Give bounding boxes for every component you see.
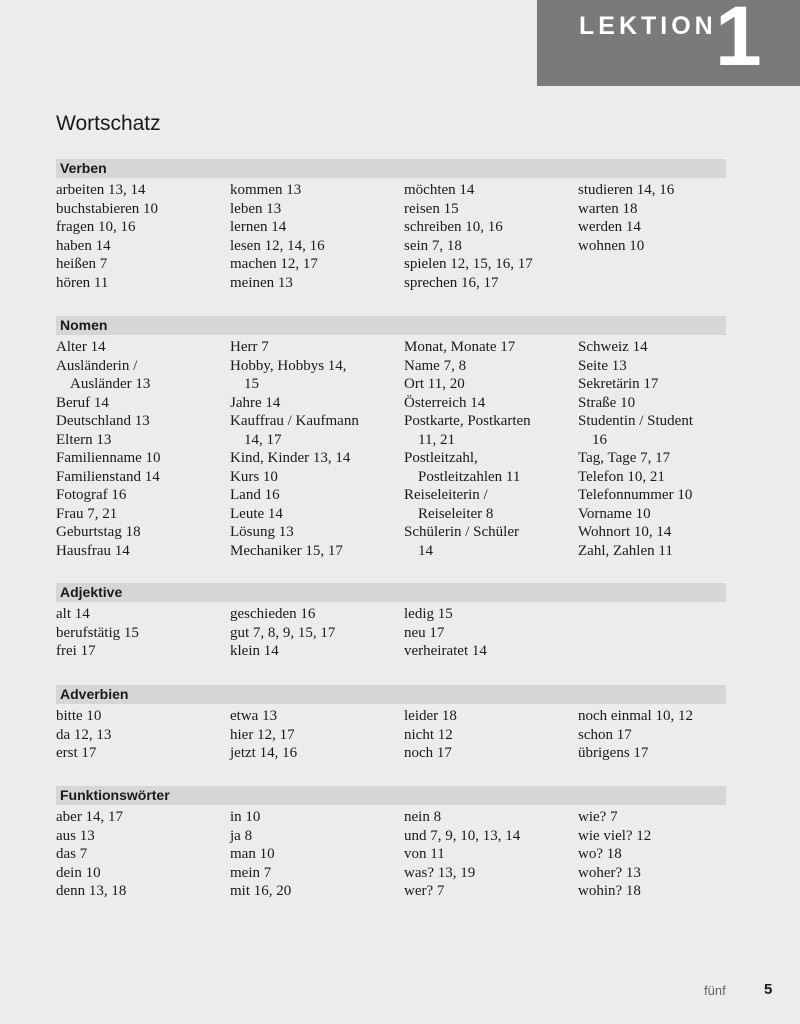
vocab-entry [578, 864, 726, 883]
vocab-entry-text: möchten 14 [404, 182, 475, 198]
vocab-entry-text: Hausfrau 14 [56, 542, 130, 559]
vocab-entry-text: werden 14 [578, 219, 641, 235]
vocab-entry-text: Eltern 13 [56, 431, 112, 448]
vocab-entry-text: Hobby, Hobbys 14, [230, 357, 347, 374]
section-columns [56, 338, 726, 560]
vocab-entry-text: Postkarte, Postkarten [404, 413, 531, 429]
vocab-entry [230, 200, 404, 219]
vocab-entry [404, 357, 578, 376]
vocab-entry-text: kommen 13 [230, 182, 302, 198]
vocab-column [230, 338, 404, 560]
section-adjektive [56, 583, 726, 661]
vocab-entry-text: buchstabieren 10 [56, 200, 159, 217]
section-columns [56, 808, 726, 901]
vocab-column [578, 808, 726, 901]
vocab-entry-text: wie viel? 12 [578, 827, 652, 844]
vocab-entry-text: lesen 12, 14, 16 [230, 237, 325, 254]
vocab-entry [56, 642, 230, 661]
vocab-entry [56, 726, 230, 745]
vocab-column [56, 707, 230, 763]
vocab-entry [404, 218, 578, 237]
vocab-column [404, 338, 578, 560]
vocab-entry-text: spielen 12, 15, 16, 17 [404, 256, 533, 272]
vocab-entry [578, 707, 726, 726]
vocab-entry [56, 394, 230, 413]
vocab-entry-text: arbeiten 13, 14 [56, 182, 146, 198]
vocab-entry [404, 338, 578, 357]
vocab-entry-text: und 7, 9, 10, 13, 14 [404, 827, 521, 844]
vocab-entry [404, 449, 578, 486]
vocab-column [56, 338, 230, 560]
vocab-entry-text: mit 16, 20 [230, 883, 292, 899]
vocab-entry-text: Monat, Monate 17 [404, 339, 516, 355]
vocab-entry-text: man 10 [230, 846, 275, 862]
section-heading: Funktionswörter [56, 786, 726, 805]
vocab-column [578, 181, 726, 292]
vocab-entry [56, 523, 230, 542]
vocab-entry-text: da 12, 13 [56, 726, 112, 743]
vocab-entry [404, 486, 578, 523]
vocab-entry-text: etwa 13 [230, 708, 278, 724]
vocab-entry-text: schreiben 10, 16 [404, 219, 503, 235]
section-heading: Adjektive [56, 583, 726, 602]
vocab-entry [56, 218, 230, 237]
vocab-entry [578, 200, 726, 219]
vocab-entry [404, 375, 578, 394]
vocab-entry [230, 542, 404, 561]
vocab-entry-text: nein 8 [404, 809, 442, 825]
vocab-entry [56, 845, 230, 864]
vocab-entry-text: hier 12, 17 [230, 726, 295, 743]
vocab-column [578, 707, 726, 763]
vocab-entry-text: Leute 14 [230, 505, 283, 522]
vocab-entry [56, 486, 230, 505]
vocab-column [230, 181, 404, 292]
vocab-entry-text: haben 14 [56, 237, 111, 254]
vocab-entry-text: wer? 7 [404, 883, 445, 899]
page-title: Wortschatz [56, 112, 161, 135]
vocab-entry-text: Kauffrau / Kaufmann [230, 413, 359, 429]
vocab-entry-text: leben 13 [230, 200, 282, 217]
vocab-entry-text: frei 17 [56, 643, 96, 659]
vocab-entry-text: schon 17 [578, 726, 632, 743]
vocab-entry [56, 624, 230, 643]
vocab-entry-text: noch 17 [404, 745, 452, 761]
vocab-entry [404, 845, 578, 864]
vocab-entry-text: aber 14, 17 [56, 809, 124, 825]
vocab-entry-text: Schweiz 14 [578, 339, 648, 355]
vocab-entry-text: Herr 7 [230, 339, 269, 355]
vocab-entry-text: berufstätig 15 [56, 624, 139, 641]
section-columns [56, 605, 726, 661]
vocab-entry [230, 864, 404, 883]
vocab-entry-text: heißen 7 [56, 256, 108, 272]
vocab-entry [230, 827, 404, 846]
vocab-entry [230, 642, 404, 661]
vocab-entry [578, 808, 726, 827]
vocab-entry-text: wo? 18 [578, 846, 622, 862]
vocab-entry-text: Geburtstag 18 [56, 524, 141, 540]
vocab-entry [56, 707, 230, 726]
vocab-entry [578, 542, 726, 561]
vocab-column [578, 338, 726, 560]
vocab-entry-text: lernen 14 [230, 219, 287, 235]
vocab-entry [404, 412, 578, 449]
vocab-entry [404, 744, 578, 763]
vocab-column [404, 707, 578, 763]
vocab-column [404, 605, 578, 661]
vocab-entry-text: Mechaniker 15, 17 [230, 542, 343, 559]
vocab-entry-text: meinen 13 [230, 274, 293, 291]
vocab-entry [56, 431, 230, 450]
vocab-entry-text: Zahl, Zahlen 11 [578, 542, 673, 559]
vocab-entry-text: übrigens 17 [578, 745, 649, 761]
vocab-entry-text: Sekretärin 17 [578, 376, 659, 392]
page-number-word: fünf [704, 983, 726, 998]
vocab-entry [230, 624, 404, 643]
vocab-entry [404, 274, 578, 293]
vocab-entry-text: nicht 12 [404, 726, 453, 743]
section-nomen [56, 316, 726, 560]
vocab-entry [56, 505, 230, 524]
vocab-entry [404, 605, 578, 624]
vocab-entry [230, 274, 404, 293]
vocab-entry-text: Reiseleiterin / [404, 487, 488, 503]
section-verben [56, 159, 726, 292]
vocab-column [56, 181, 230, 292]
vocab-entry-continuation: 16 [592, 431, 607, 448]
vocab-entry-text: bitte 10 [56, 708, 102, 724]
section-heading: Adverbien [56, 685, 726, 704]
vocab-entry-text: Familienstand 14 [56, 468, 160, 485]
vocab-entry [230, 882, 404, 901]
vocab-entry [578, 486, 726, 505]
vocab-column [578, 605, 726, 661]
vocab-entry-text: Lösung 13 [230, 524, 294, 540]
vocab-entry-text: warten 18 [578, 200, 638, 217]
vocab-entry [578, 357, 726, 376]
vocab-entry-text: Schülerin / Schüler [404, 524, 519, 540]
vocab-entry [578, 375, 726, 394]
vocab-entry [578, 882, 726, 901]
vocab-entry [404, 882, 578, 901]
vocab-entry-text: Alter 14 [56, 339, 106, 355]
vocab-entry-text: Fotograf 16 [56, 487, 127, 503]
lektion-label: LEKTION [579, 12, 717, 40]
vocab-entry-text: wie? 7 [578, 809, 618, 825]
vocab-entry-text: verheiratet 14 [404, 643, 487, 659]
vocab-entry-text: reisen 15 [404, 200, 459, 217]
vocab-entry-text: Telefon 10, 21 [578, 468, 665, 485]
vocab-entry [230, 523, 404, 542]
vocab-entry-continuation: Postleitzahlen 11 [418, 468, 521, 485]
vocab-entry-text: klein 14 [230, 643, 279, 659]
vocab-entry-text: Familienname 10 [56, 450, 161, 466]
vocab-entry [56, 808, 230, 827]
vocab-entry [578, 449, 726, 468]
vocab-entry [404, 255, 578, 274]
vocab-entry-text: neu 17 [404, 624, 445, 641]
vocab-entry-text: sein 7, 18 [404, 237, 462, 254]
vocab-entry-continuation: Ausländer 13 [70, 376, 151, 392]
section-heading: Nomen [56, 316, 726, 335]
vocab-entry [578, 338, 726, 357]
page-number: 5 [764, 981, 773, 998]
vocab-entry [230, 412, 404, 449]
vocab-entry [578, 237, 726, 256]
vocab-column [230, 808, 404, 901]
vocab-column [56, 605, 230, 661]
vocab-entry [230, 468, 404, 487]
vocab-entry [230, 486, 404, 505]
vocab-entry [404, 707, 578, 726]
vocab-entry [404, 237, 578, 256]
vocab-entry-text: Telefonnummer 10 [578, 487, 693, 503]
vocab-entry [578, 827, 726, 846]
vocab-entry [56, 200, 230, 219]
vocab-entry-text: Wohnort 10, 14 [578, 524, 672, 540]
vocab-entry-text: von 11 [404, 846, 445, 862]
vocab-entry [56, 827, 230, 846]
vocab-entry [404, 624, 578, 643]
vocab-entry [230, 726, 404, 745]
vocab-entry [56, 412, 230, 431]
vocab-entry-text: sprechen 16, 17 [404, 274, 499, 291]
vocab-entry-text: woher? 13 [578, 864, 641, 881]
vocab-entry-continuation: 14, 17 [244, 431, 282, 448]
vocab-entry-text: geschieden 16 [230, 606, 316, 622]
vocab-entry-text: ja 8 [230, 827, 253, 844]
vocab-entry [56, 181, 230, 200]
vocab-entry [230, 449, 404, 468]
vocab-entry [56, 864, 230, 883]
vocab-entry [404, 726, 578, 745]
vocab-entry [578, 412, 726, 449]
vocab-entry-text: Tag, Tage 7, 17 [578, 450, 671, 466]
vocab-entry-text: Ort 11, 20 [404, 376, 465, 392]
vocab-entry-text: Postleitzahl, [404, 450, 478, 466]
section-columns [56, 181, 726, 292]
vocab-entry [230, 255, 404, 274]
vocab-entry-text: fragen 10, 16 [56, 219, 136, 235]
vocab-entry [56, 744, 230, 763]
vocab-entry [56, 357, 230, 394]
vocab-entry [56, 468, 230, 487]
vocab-entry-text: Straße 10 [578, 394, 636, 411]
vocab-column [404, 808, 578, 901]
vocab-entry [230, 505, 404, 524]
vocab-entry-text: Vorname 10 [578, 505, 651, 522]
section-heading: Verben [56, 159, 726, 178]
vocab-entry-text: jetzt 14, 16 [230, 745, 298, 761]
vocab-entry-text: Ausländerin / [56, 357, 138, 374]
vocab-entry [56, 255, 230, 274]
vocab-column [56, 808, 230, 901]
vocab-entry-text: das 7 [56, 846, 88, 862]
vocab-entry [230, 181, 404, 200]
section-adverbien [56, 685, 726, 763]
vocab-entry [404, 200, 578, 219]
vocab-entry-text: Deutschland 13 [56, 413, 150, 429]
vocab-entry [578, 218, 726, 237]
vocab-entry [578, 181, 726, 200]
vocab-entry [578, 505, 726, 524]
vocab-entry-text: gut 7, 8, 9, 15, 17 [230, 624, 336, 641]
vocab-entry-continuation: 15 [244, 376, 259, 392]
vocab-entry [230, 707, 404, 726]
vocab-entry-text: aus 13 [56, 827, 95, 844]
vocab-entry [578, 523, 726, 542]
vocab-entry-text: Name 7, 8 [404, 357, 467, 374]
vocab-column [404, 181, 578, 292]
vocab-entry-text: Land 16 [230, 487, 280, 503]
vocab-entry [404, 394, 578, 413]
vocab-column [230, 605, 404, 661]
vocab-entry [56, 882, 230, 901]
vocab-entry-continuation: Reiseleiter 8 [418, 505, 494, 522]
vocab-entry [230, 394, 404, 413]
vocab-entry [56, 274, 230, 293]
vocab-entry-text: Österreich 14 [404, 394, 486, 411]
vocab-entry-text: was? 13, 19 [404, 864, 476, 881]
vocab-entry-text: in 10 [230, 809, 261, 825]
vocab-entry [230, 845, 404, 864]
vocab-entry-text: machen 12, 17 [230, 256, 318, 272]
vocab-entry-text: hören 11 [56, 274, 109, 291]
vocab-entry [578, 845, 726, 864]
vocab-entry [230, 218, 404, 237]
vocab-entry [56, 542, 230, 561]
vocab-entry-text: Kind, Kinder 13, 14 [230, 450, 351, 466]
vocab-entry [230, 338, 404, 357]
vocab-entry [578, 726, 726, 745]
vocab-entry [404, 523, 578, 560]
section-columns [56, 707, 726, 763]
vocab-entry-text: Studentin / Student [578, 413, 694, 429]
lektion-tab [537, 0, 800, 86]
vocab-entry [230, 808, 404, 827]
vocab-entry-text: erst 17 [56, 745, 97, 761]
vocab-entry-continuation: 14 [418, 542, 433, 559]
vocab-entry [230, 237, 404, 256]
vocab-entry [56, 605, 230, 624]
vocab-entry-text: denn 13, 18 [56, 883, 127, 899]
vocab-entry [56, 237, 230, 256]
vocab-entry [404, 827, 578, 846]
vocab-entry [404, 181, 578, 200]
vocab-entry-text: studieren 14, 16 [578, 182, 675, 198]
vocab-entry-text: mein 7 [230, 864, 272, 881]
vocab-entry-text: leider 18 [404, 708, 457, 724]
vocab-entry-continuation: 11, 21 [418, 431, 455, 448]
vocab-entry-text: wohin? 18 [578, 883, 641, 899]
section-funktionswoerter [56, 786, 726, 901]
vocab-entry-text: ledig 15 [404, 606, 453, 622]
vocab-entry-text: Jahre 14 [230, 394, 281, 411]
vocab-column [230, 707, 404, 763]
vocab-entry [404, 642, 578, 661]
vocab-entry [230, 357, 404, 394]
lektion-number: 1 [715, 0, 762, 83]
vocab-entry-text: noch einmal 10, 12 [578, 708, 693, 724]
vocab-entry [578, 394, 726, 413]
vocab-entry-text: wohnen 10 [578, 237, 645, 254]
vocab-entry [404, 864, 578, 883]
vocab-entry-text: dein 10 [56, 864, 101, 881]
vocab-entry [56, 449, 230, 468]
vocab-entry [578, 744, 726, 763]
vocab-entry-text: Beruf 14 [56, 394, 109, 411]
vocab-entry-text: Frau 7, 21 [56, 505, 118, 522]
vocab-entry [404, 808, 578, 827]
vocab-entry-text: alt 14 [56, 606, 90, 622]
vocab-entry-text: Kurs 10 [230, 468, 278, 485]
vocab-entry [578, 468, 726, 487]
vocab-entry [56, 338, 230, 357]
vocab-entry [230, 744, 404, 763]
vocab-entry-text: Seite 13 [578, 357, 627, 374]
vocab-entry [230, 605, 404, 624]
